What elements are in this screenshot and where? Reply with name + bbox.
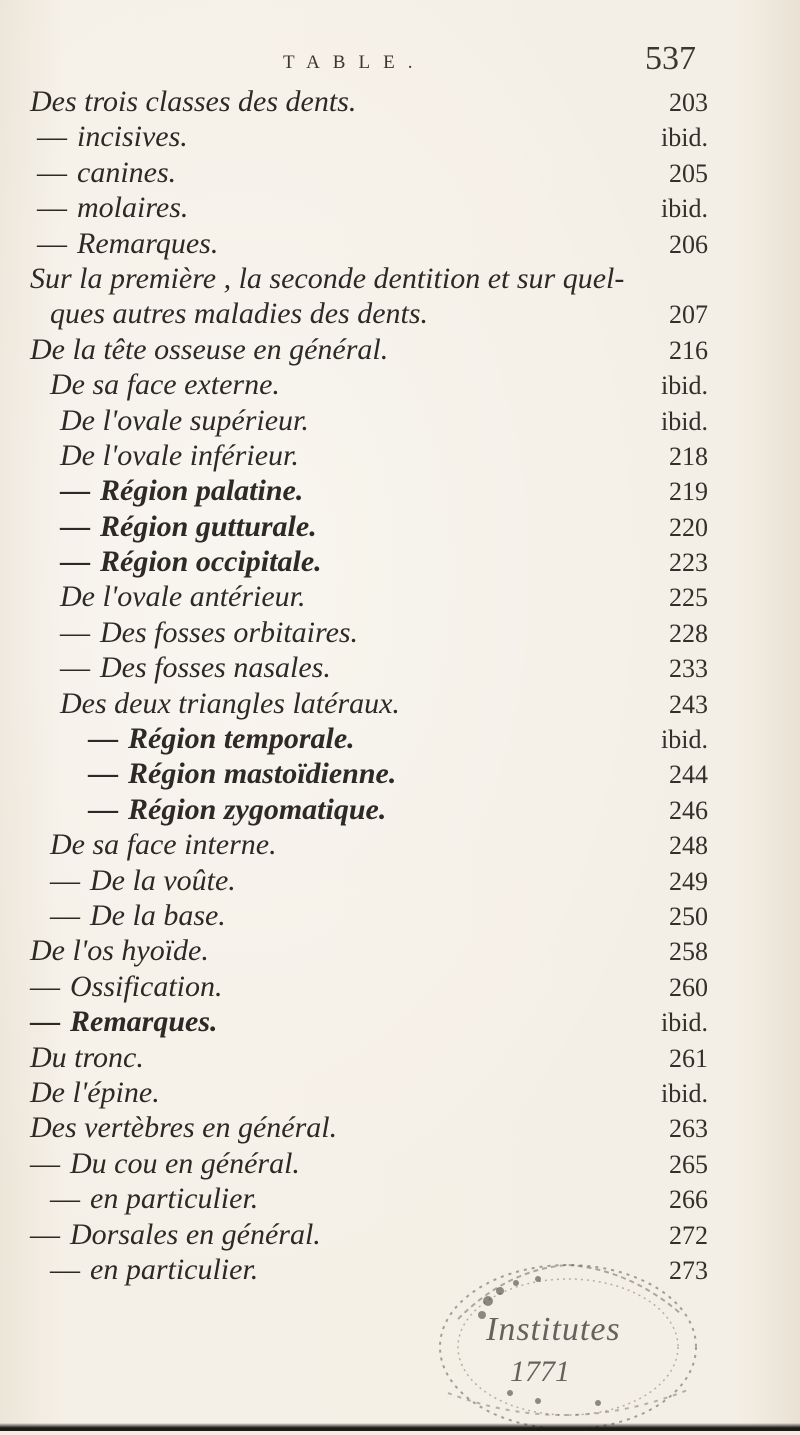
page-number: 537: [645, 40, 696, 77]
toc-entry: [0, 296, 800, 331]
toc-entry-title: [30, 1146, 300, 1181]
toc-entry-dash: —: [60, 545, 90, 579]
toc-entry: [0, 969, 800, 1004]
toc-entry-text: De l'ovale supérieur.: [60, 403, 309, 437]
toc-entry-title: [60, 650, 331, 685]
toc-entry-dash: —: [60, 474, 90, 508]
toc-entry: [0, 332, 800, 367]
toc-entry-dash: —: [50, 863, 80, 897]
toc-entry-dash: —: [37, 120, 67, 154]
toc-entry-page: ibid.: [661, 194, 708, 224]
toc-entry-page: 205: [669, 158, 708, 188]
toc-entry-title: [30, 1110, 337, 1145]
toc-entry-title: [30, 969, 223, 1004]
toc-entry-dash: —: [88, 757, 118, 791]
toc-entry-page: 219: [669, 477, 708, 507]
toc-entry-page: 258: [669, 937, 708, 967]
toc-entry: [0, 509, 800, 544]
running-head: TABLE.: [283, 52, 426, 73]
toc-entry-text: De l'ovale inférieur.: [60, 438, 299, 472]
toc-entry: [0, 792, 800, 827]
toc-entry-page: 223: [669, 548, 708, 578]
toc-entry-page: 266: [669, 1185, 708, 1215]
toc-entry-text: incisives.: [77, 120, 188, 154]
toc-entry-dash: —: [30, 1146, 60, 1180]
toc-entry: [0, 615, 800, 650]
toc-entry-text: Ossification.: [70, 969, 223, 1003]
toc-entry-title: [37, 226, 218, 261]
toc-entry-text: Région zygomatique.: [128, 792, 387, 826]
toc-entry-page: 265: [669, 1149, 708, 1179]
toc-entry-page: ibid.: [661, 1008, 708, 1038]
toc-entry: [0, 686, 800, 721]
toc-entry: [0, 898, 800, 933]
toc-entry-text: Des fosses nasales.: [100, 651, 331, 685]
toc-entry-text: Du cou en général.: [70, 1146, 300, 1180]
library-stamp: [418, 1243, 718, 1431]
toc-entry-page: 248: [669, 831, 708, 861]
toc-entry-page: 260: [669, 972, 708, 1002]
toc-entry: [0, 721, 800, 756]
toc-entry-title: [88, 792, 386, 827]
toc-entry-text: canines.: [77, 155, 177, 189]
toc-entry-text: en particulier.: [90, 1252, 259, 1286]
toc-entry: [0, 933, 800, 968]
toc-entry-dash: —: [60, 651, 90, 685]
toc-entry-text: Des vertèbres en général.: [30, 1111, 338, 1145]
toc-entry-page: 263: [669, 1114, 708, 1144]
toc-entry: [0, 1181, 800, 1216]
toc-entry-title: [50, 863, 236, 898]
toc-entry-title: [30, 1004, 218, 1039]
toc-entry-dash: —: [37, 191, 67, 225]
toc-entry-title: [30, 933, 209, 968]
page-edge-shadow: [0, 1423, 800, 1431]
toc-entry: [0, 650, 800, 685]
toc-entry-text: Dorsales en général.: [70, 1217, 321, 1251]
toc-entry-title: [30, 332, 388, 367]
stamp-year: 1771: [510, 1355, 570, 1388]
toc-entry-dash: —: [88, 792, 118, 826]
toc-entry: [0, 119, 800, 154]
toc-entry-title: [60, 509, 317, 544]
toc-entry: [0, 1004, 800, 1039]
toc-entry-title: [37, 190, 188, 225]
toc-entry-text: Sur la première , la seconde dentition et sur quel-: [30, 261, 625, 295]
toc-entry-text: De sa face externe.: [50, 368, 280, 402]
toc-entry-text: De la voûte.: [90, 863, 236, 897]
toc-entry-title: [60, 686, 400, 721]
toc-entry-text: De l'épine.: [30, 1075, 160, 1109]
toc-entry-dash: —: [60, 509, 90, 543]
toc-entry-title: [30, 84, 356, 119]
toc-entry-page: ibid.: [661, 371, 708, 401]
toc-entry-text: Remarques.: [77, 226, 219, 260]
toc-entry-text: Région temporale.: [128, 722, 355, 756]
toc-entry-title: [30, 261, 624, 296]
toc-entry-page: 273: [669, 1255, 708, 1285]
toc-entry-title: [50, 1252, 258, 1287]
toc-entry: [0, 367, 800, 402]
toc-entry: [0, 1110, 800, 1145]
toc-entry-text: Des deux triangles latéraux.: [60, 686, 400, 720]
toc-entry-title: [60, 403, 309, 438]
toc-entry: [0, 579, 800, 614]
toc-entry-page: 272: [669, 1220, 708, 1250]
table-of-contents: [0, 84, 800, 1287]
toc-entry-title: [60, 438, 299, 473]
toc-entry-text: Région palatine.: [100, 474, 304, 508]
toc-entry-page: 233: [669, 654, 708, 684]
toc-entry: [0, 827, 800, 862]
toc-entry-text: Du tronc.: [30, 1040, 144, 1074]
toc-entry-dash: —: [50, 898, 80, 932]
toc-entry-text: De l'ovale antérieur.: [60, 580, 306, 614]
toc-entry-title: [60, 544, 322, 579]
toc-entry: [0, 155, 800, 190]
toc-entry-title: [50, 827, 277, 862]
toc-entry-title: [60, 615, 358, 650]
toc-entry: [0, 1146, 800, 1181]
toc-entry-title: [60, 473, 303, 508]
toc-entry-text: Région mastoïdienne.: [128, 757, 397, 791]
toc-entry-dash: —: [88, 722, 118, 756]
toc-entry-page: 216: [669, 335, 708, 365]
toc-entry-page: 206: [669, 229, 708, 259]
toc-entry-page: 250: [669, 901, 708, 931]
toc-entry: [0, 190, 800, 225]
toc-entry: [0, 756, 800, 791]
toc-entry-page: 244: [669, 760, 708, 790]
toc-entry-text: en particulier.: [90, 1182, 259, 1216]
toc-entry-title: [50, 1181, 258, 1216]
toc-entry-title: [88, 721, 355, 756]
toc-entry-page: 207: [669, 300, 708, 330]
toc-entry-text: molaires.: [77, 191, 189, 225]
toc-entry: [0, 226, 800, 261]
toc-entry-text: Des fosses orbitaires.: [100, 615, 359, 649]
toc-entry-page: 225: [669, 583, 708, 613]
toc-entry-title: [50, 367, 280, 402]
toc-entry-page: ibid.: [661, 406, 708, 436]
toc-entry-title: [88, 756, 396, 791]
toc-entry: [0, 473, 800, 508]
toc-entry-dash: —: [30, 1005, 60, 1039]
toc-entry-text: ques autres maladies des dents.: [50, 297, 429, 331]
toc-entry-title: [30, 1075, 160, 1110]
toc-entry: [0, 261, 800, 296]
toc-entry-page: ibid.: [661, 123, 708, 153]
toc-entry-text: De l'os hyoïde.: [30, 934, 209, 968]
toc-entry-dash: —: [30, 1217, 60, 1251]
toc-entry-page: 246: [669, 795, 708, 825]
toc-entry: [0, 84, 800, 119]
toc-entry-dash: —: [50, 1252, 80, 1286]
toc-entry-page: 249: [669, 866, 708, 896]
toc-entry-title: [60, 579, 306, 614]
toc-entry-dash: —: [37, 226, 67, 260]
toc-entry: [0, 863, 800, 898]
toc-entry-text: Région gutturale.: [100, 509, 317, 543]
toc-entry-page: 261: [669, 1043, 708, 1073]
toc-entry-title: [50, 898, 226, 933]
toc-entry-page: 228: [669, 618, 708, 648]
toc-entry-page: ibid.: [661, 725, 708, 755]
toc-entry-dash: —: [60, 615, 90, 649]
toc-entry-title: [37, 119, 188, 154]
toc-entry: [0, 1040, 800, 1075]
toc-entry-text: De la base.: [90, 898, 226, 932]
toc-entry-dash: —: [30, 969, 60, 1003]
toc-entry: [0, 438, 800, 473]
toc-entry-text: Région occipitale.: [100, 545, 322, 579]
toc-entry-title: [30, 1217, 321, 1252]
toc-entry-title: [37, 155, 176, 190]
toc-entry-page: 203: [669, 88, 708, 117]
toc-entry: [0, 403, 800, 438]
toc-entry-page: 243: [669, 689, 708, 719]
toc-entry-page: 220: [669, 512, 708, 542]
toc-entry: [0, 1075, 800, 1110]
toc-entry-page: ibid.: [661, 1078, 708, 1108]
stamp-text: Institutes: [486, 1311, 621, 1348]
toc-entry: [0, 544, 800, 579]
toc-entry-title: [50, 296, 428, 331]
toc-entry-text: Remarques.: [70, 1005, 218, 1039]
toc-entry-title: [30, 1040, 144, 1075]
toc-entry-page: 218: [669, 441, 708, 471]
toc-entry-text: De sa face interne.: [50, 828, 277, 862]
toc-entry-dash: —: [50, 1182, 80, 1216]
toc-entry-dash: —: [37, 155, 67, 189]
toc-entry-text: De la tête osseuse en général.: [30, 332, 389, 366]
toc-entry-text: Des trois classes des dents.: [30, 85, 357, 118]
